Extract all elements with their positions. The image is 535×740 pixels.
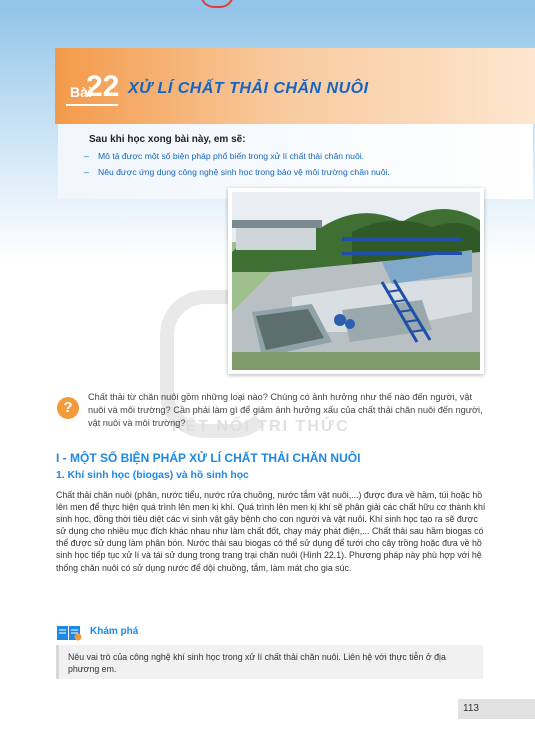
objectives-heading: Sau khi học xong bài này, em sẽ: bbox=[89, 134, 246, 145]
objective-text: Nêu được ứng dụng công nghệ sinh học trong bảo vệ môi trường chăn nuôi. bbox=[98, 167, 390, 177]
watermark-text: KẾT NỐI TRI THỨC bbox=[172, 418, 350, 435]
objective-item: – Nêu được ứng dụng công nghệ sinh học trong bảo vệ môi trường chăn nuôi. bbox=[84, 167, 390, 177]
biogas-treatment-photo bbox=[228, 188, 484, 374]
lesson-number: 22 bbox=[86, 70, 120, 103]
wastewater-plant-illustration bbox=[232, 192, 480, 370]
opening-question: Chất thải từ chăn nuôi gồm những loại nào? Chúng có ảnh hưởng như thế nào đến người, vật nuôi và môi trường? Cần phải làm gì để giảm ảnh hưởng xấu của chất thải chăn nuôi đến người, vật nuôi và môi trường? bbox=[88, 392, 483, 428]
objective-item: – Mô tả được một số biện pháp phổ biến trong xử lí chất thải chăn nuôi. bbox=[84, 151, 365, 161]
lesson-number-underline bbox=[66, 104, 118, 106]
body-paragraph: Chất thải chăn nuôi (phân, nước tiểu, nước rửa chuồng, nước tắm vật nuôi,...) được đưa về hầm, túi hoặc hồ lên men để thực hiện quá trình lên men kị khí. Quá trình lên men kị khí sẽ phân giải các chất hữu cơ thành khí sinh học, đồng thời tiêu diệt các vi sinh vật gây bệnh cho con người và vật nuôi. Khí sinh học tạo ra sẽ được sử dụng cho nhiều mục đích khác nhau như làm chất đốt, chạy máy phát điện,... Chất thải sau hầm biogas có thể được sử dụng làm phân bón. Nước thải sau biogas có thể sử dụng để tưới cho cây trồng hoặc đưa về hồ sinh học tiếp tục xử lí và tái sử dụng trong trang trại chăn nuôi (Hình 22.1). Phương pháp này phù hợp với hệ thống chăn nuôi có sử dụng nước để dội chuồng, tắm, làm mát cho gia súc. bbox=[56, 490, 486, 573]
question-icon: ? bbox=[57, 397, 79, 419]
lesson-title: XỬ LÍ CHẤT THẢI CHĂN NUÔI bbox=[128, 80, 369, 97]
explore-text: Nêu vai trò của công nghệ khí sinh học trong xử lí chất thải chăn nuôi. Liên hệ với thực tiễn ở địa phương em. bbox=[68, 652, 446, 674]
explore-label: Khám phá bbox=[90, 626, 139, 637]
page-number: 113 bbox=[463, 703, 479, 714]
section-heading: I - MỘT SỐ BIỆN PHÁP XỬ LÍ CHẤT THẢI CHĂN NUÔI bbox=[56, 451, 361, 465]
subsection-heading: 1. Khí sinh học (biogas) và hồ sinh học bbox=[56, 470, 249, 481]
book-icon bbox=[56, 624, 84, 642]
lesson-label: Bài bbox=[70, 84, 92, 100]
objective-text: Mô tả được một số biện pháp phổ biến trong xử lí chất thải chăn nuôi. bbox=[98, 151, 365, 161]
